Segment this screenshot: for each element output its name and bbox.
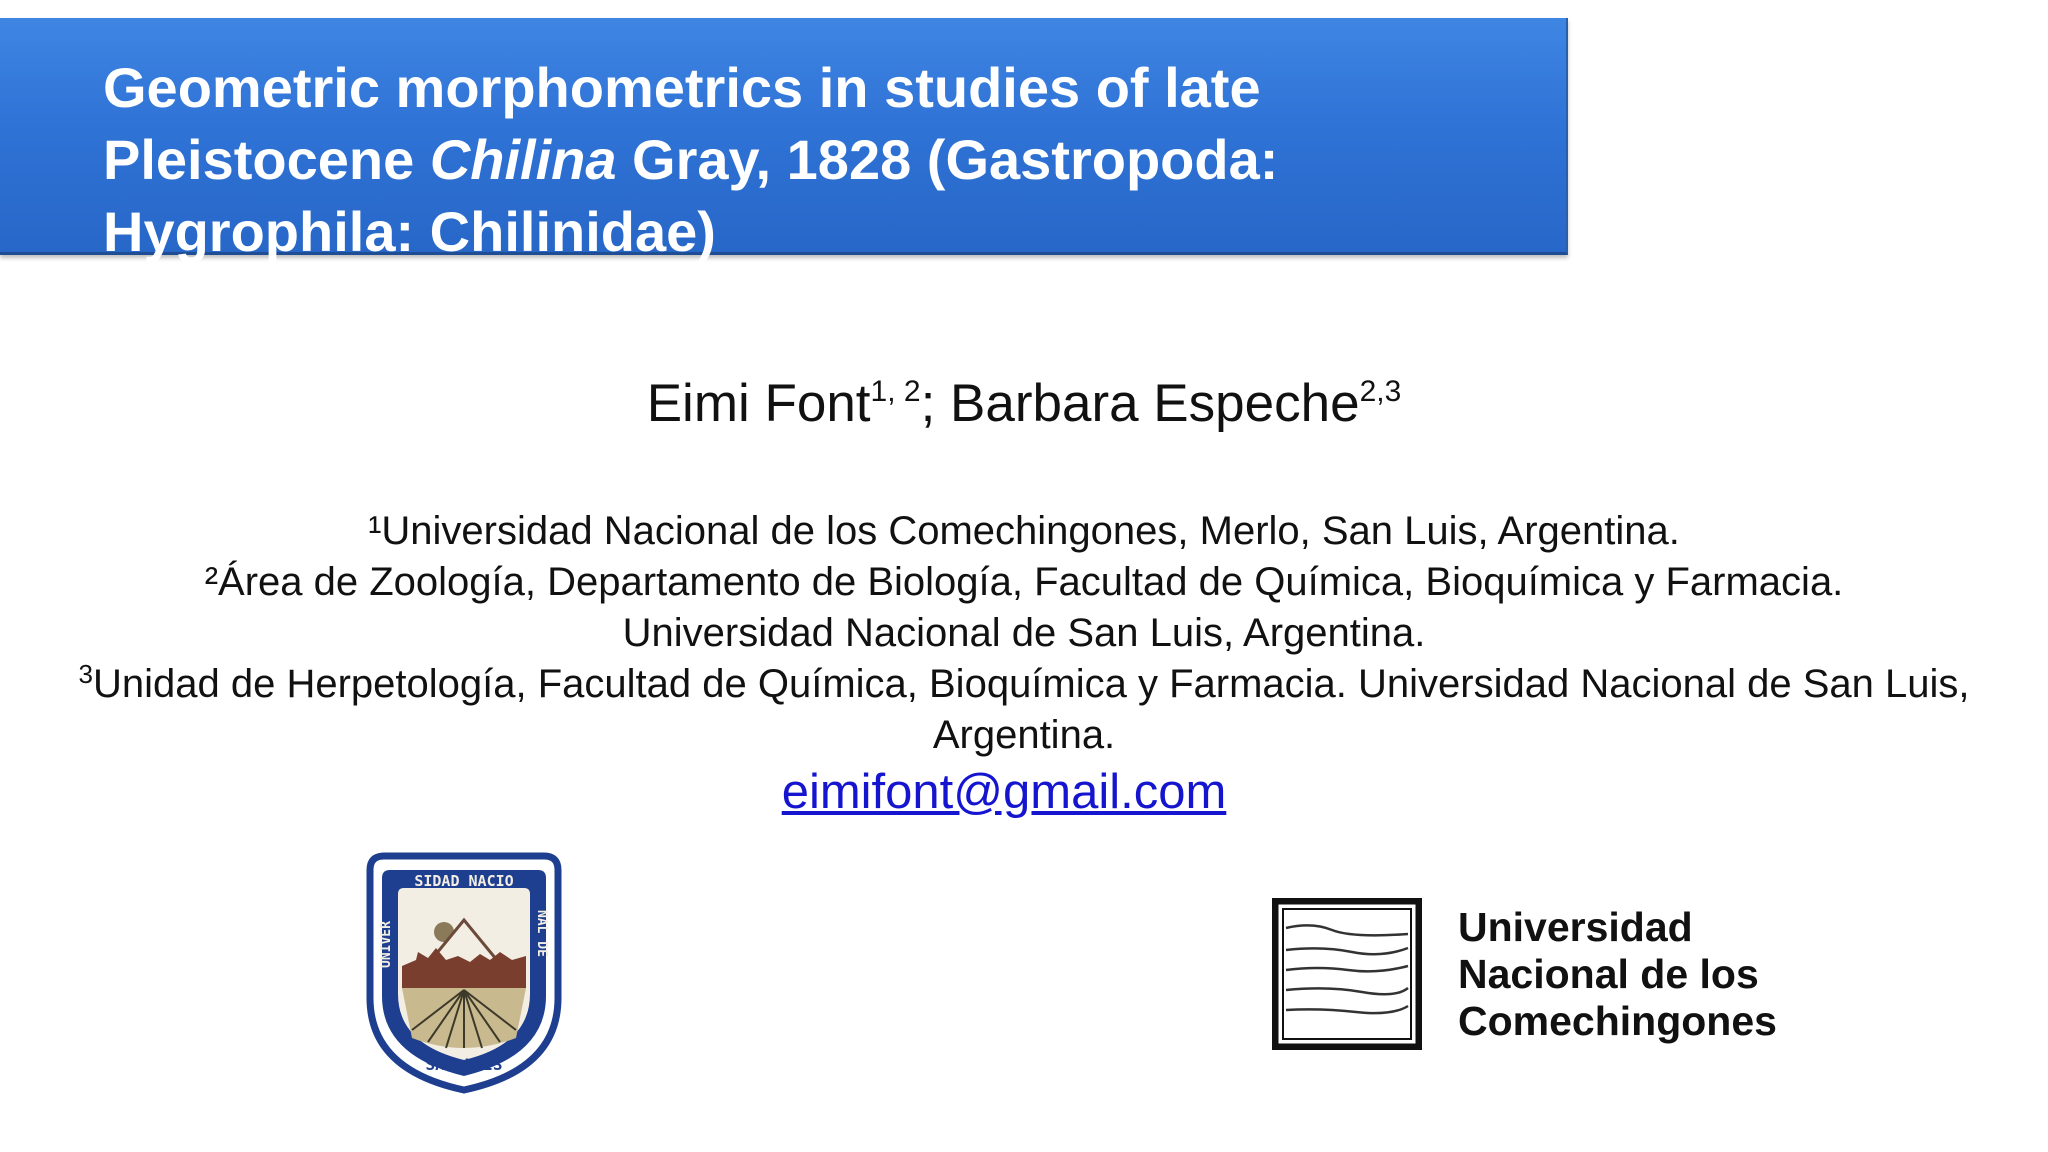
affiliations-block — [70, 506, 1978, 761]
title-banner — [0, 18, 1568, 263]
affiliation-3 — [70, 659, 1978, 761]
affiliation-2-line-2: Universidad Nacional de San Luis, Argentina. — [622, 611, 1426, 655]
seal-right-lettering: NAL DE — [534, 910, 549, 957]
affiliation-2-line-1: ²Área de Zoología, Departamento de Biología, Facultad de Química, Bioquímica y Farmacia. — [204, 560, 1844, 604]
unlc-wordmark-line-1: Universidad — [1458, 904, 1693, 950]
title-genus-italic: Chilina — [429, 128, 617, 191]
author-list — [0, 373, 2048, 434]
unlc-logo-mark — [1272, 898, 1422, 1050]
seal-bottom-lettering: SAN LUIS — [425, 1055, 503, 1074]
contact-email — [0, 764, 2008, 820]
seal-left-lettering: UNIVER — [379, 921, 394, 968]
author-2-name: Barbara Espeche — [950, 374, 1360, 433]
email-link[interactable]: eimifont@gmail.com — [781, 765, 1227, 819]
author-separator: ; — [920, 374, 951, 433]
author-1-name: Eimi Font — [646, 374, 871, 433]
seal-top-lettering: SIDAD NACIO — [414, 872, 514, 890]
author-1-affiliation-marks: 1, 2 — [870, 375, 921, 408]
title-line-3: Hygrophila: Chilinidae) — [103, 200, 716, 263]
author-2-affiliation-marks: 2,3 — [1359, 375, 1402, 408]
title-line-2-start: Pleistocene — [103, 128, 430, 191]
unsl-seal-logo — [366, 848, 562, 1096]
unlc-logo-wordmark — [1458, 904, 1777, 1045]
affiliation-1: ¹Universidad Nacional de los Comechingones, Merlo, San Luis, Argentina. — [368, 509, 1680, 553]
unlc-wordmark-line-2: Nacional de los — [1458, 951, 1759, 997]
unlc-wordmark-line-3: Comechingones — [1458, 998, 1777, 1044]
affiliation-3-mark: 3 — [78, 659, 93, 689]
affiliation-3-text: Unidad de Herpetología, Facultad de Química, Bioquímica y Farmacia. Universidad Nacional de San Luis, Argentina. — [92, 662, 1970, 757]
title-line-1: Geometric morphometrics in studies of late — [103, 56, 1261, 119]
slide-title — [103, 52, 1523, 268]
title-line-2-end: Gray, 1828 (Gastropoda: — [616, 128, 1279, 191]
